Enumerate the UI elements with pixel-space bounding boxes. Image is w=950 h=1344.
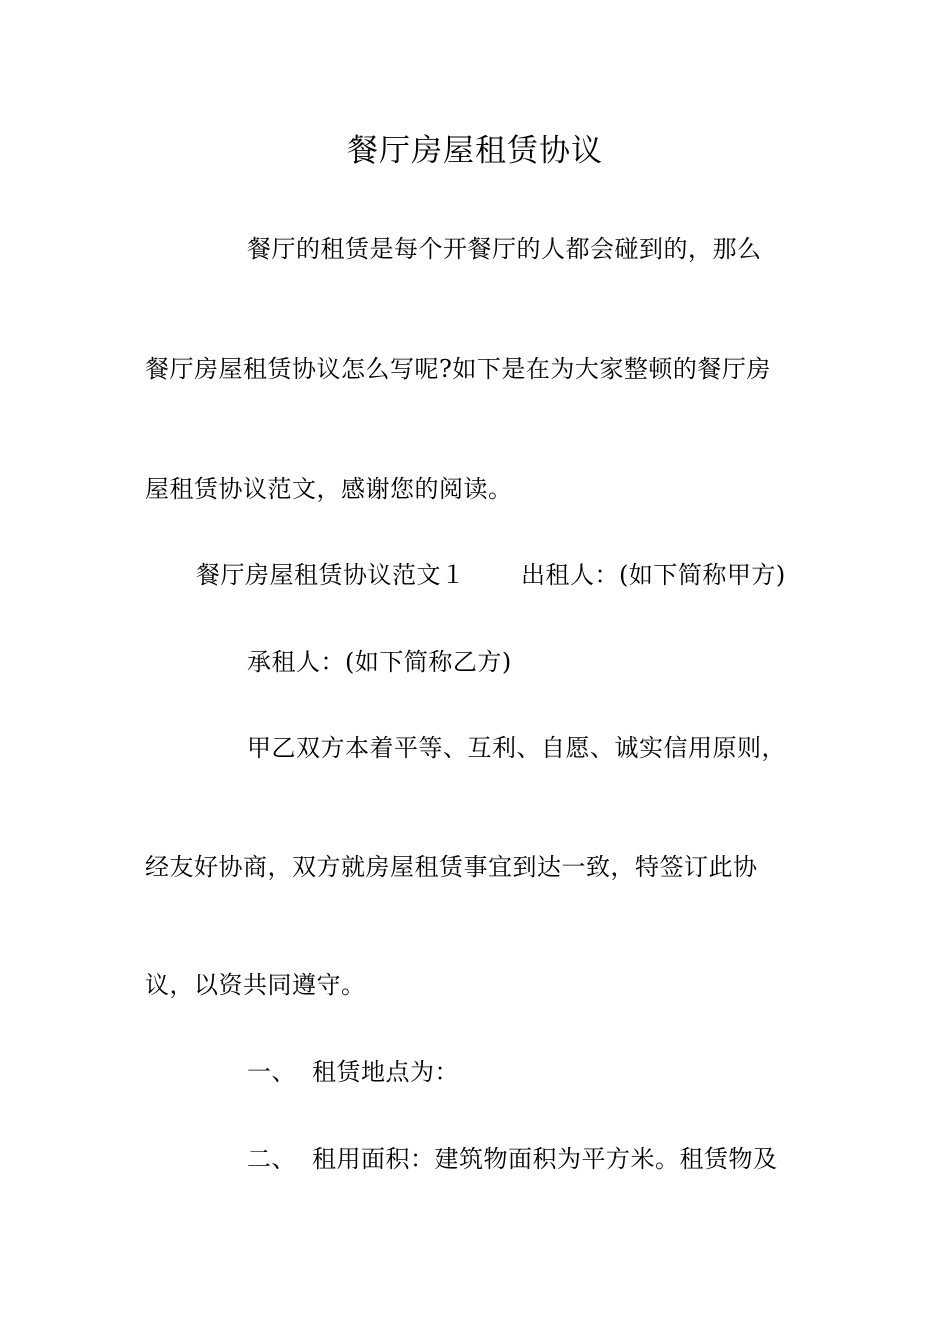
lessor-label: 出租人：(如下简称甲方) xyxy=(521,561,786,589)
paragraph-line: 经友好协商，双方就房屋租赁事宜到达一致，特签订此协 xyxy=(145,853,758,881)
lessee-label: 承租人：(如下简称乙方) xyxy=(247,648,512,676)
clause-text: 租赁地点为： xyxy=(312,1058,459,1086)
paragraph-line: 餐厅的租赁是每个开餐厅的人都会碰到的，那么 xyxy=(247,235,762,263)
section-heading: 餐厅房屋租赁协议范文１ xyxy=(196,561,466,589)
clause-text: 租用面积：建筑物面积为平方米。租赁物及 xyxy=(312,1145,778,1173)
clause-number: 一、 xyxy=(247,1058,296,1086)
clause-number: 二、 xyxy=(247,1145,296,1173)
paragraph-line: 甲乙双方本着平等、互利、自愿、诚实信用原则， xyxy=(247,734,786,762)
paragraph-line: 餐厅房屋租赁协议怎么写呢?如下是在为大家整顿的餐厅房 xyxy=(145,355,771,383)
paragraph-line: 议，以资共同遵守。 xyxy=(145,971,366,999)
paragraph-line: 屋租赁协议范文，感谢您的阅读。 xyxy=(145,475,513,503)
document-title: 餐厅房屋租赁协议 xyxy=(347,133,603,169)
